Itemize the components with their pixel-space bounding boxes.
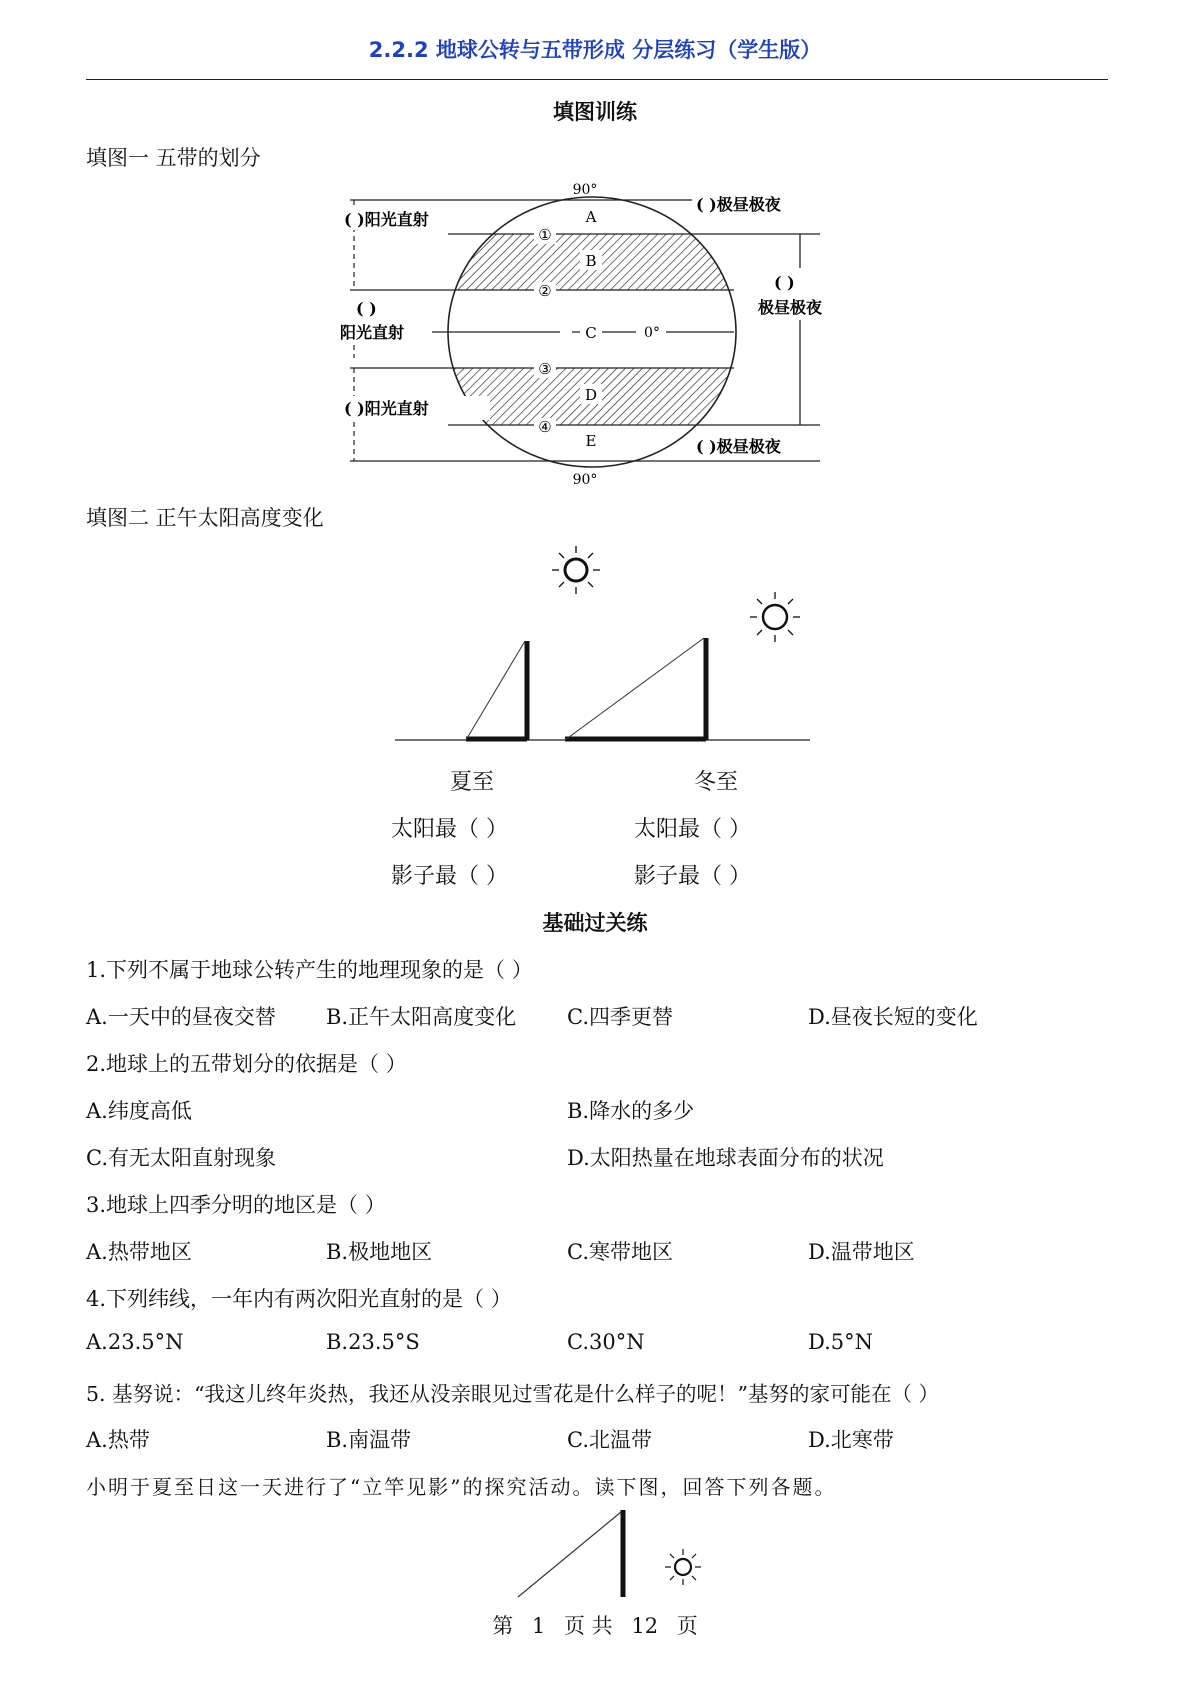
zone-b-label: B <box>585 252 597 270</box>
right-label-middle-bracket: ( ) <box>774 273 795 292</box>
question-5-option-a[interactable]: A.热带 <box>86 1428 150 1452</box>
question-1-stem: 1.下列不属于地球公转产生的地理现象的是（ ） <box>86 958 533 982</box>
question-1-option-b[interactable]: B.正午太阳高度变化 <box>326 1005 517 1029</box>
winter-solstice-label: 冬至 <box>694 770 739 795</box>
left-label-bottom: ( )阳光直射 <box>344 399 429 418</box>
five-zones-diagram <box>340 178 840 488</box>
sun-ray <box>518 1512 621 1597</box>
question-1-option-a[interactable]: A.一天中的昼夜交替 <box>86 1005 276 1029</box>
zone-d-label: D <box>584 386 598 404</box>
left-label-top: ( )阳光直射 <box>344 210 429 229</box>
summer-sun-blank: 太阳最（ ） <box>391 817 508 842</box>
pole-shadow-diagram <box>510 1505 720 1600</box>
right-label-bottom: ( )极昼极夜 <box>696 437 781 456</box>
section-title-basic: 基础过关练 <box>542 911 648 935</box>
marker-4: ④ <box>538 418 552 436</box>
question-4-option-d[interactable]: D.5°N <box>808 1330 873 1354</box>
question-5-stem: 5. 基努说：“我这儿终年炎热，我还从没亲眼见过雪花是什么样子的呢！”基努的家可能在（ ） <box>86 1382 940 1406</box>
question-2-option-d[interactable]: D.太阳热量在地球表面分布的状况 <box>567 1146 884 1170</box>
sun-icon <box>665 1549 701 1585</box>
section-title-fill-in: 填图训练 <box>553 100 637 124</box>
question-2-option-b[interactable]: B.降水的多少 <box>567 1099 695 1123</box>
question-2-option-c[interactable]: C.有无太阳直射现象 <box>86 1146 276 1170</box>
question-4-option-b[interactable]: B.23.5°S <box>326 1330 420 1354</box>
footer-mid: 页 共 <box>563 1614 613 1638</box>
question-3-stem: 3.地球上四季分明的地区是（ ） <box>86 1193 386 1217</box>
marker-2: ② <box>538 282 552 300</box>
question-4-option-a[interactable]: A.23.5°N <box>86 1330 184 1354</box>
right-label-top: ( )极昼极夜 <box>696 195 781 214</box>
question-3-option-d[interactable]: D.温带地区 <box>808 1240 915 1264</box>
winter-shadow-blank: 影子最（ ） <box>634 864 751 889</box>
zone-e-label: E <box>585 432 597 450</box>
page-footer <box>0 1610 1190 1640</box>
left-label-middle: 阳光直射 <box>340 323 405 342</box>
marker-1: ① <box>538 226 552 244</box>
header-divider <box>86 79 1108 80</box>
summer-sun-ray <box>466 641 525 740</box>
figure1-title: 填图一 五带的划分 <box>86 146 261 170</box>
winter-sun-ray <box>565 638 704 740</box>
question-3-option-c[interactable]: C.寒带地区 <box>567 1240 673 1264</box>
question-5-option-b[interactable]: B.南温带 <box>326 1428 412 1452</box>
footer-prefix: 第 <box>492 1614 514 1638</box>
right-label-middle: 极昼极夜 <box>758 298 823 317</box>
marker-3: ③ <box>538 360 552 378</box>
summer-sun-icon <box>552 546 600 594</box>
summer-shadow-blank: 影子最（ ） <box>391 864 508 889</box>
figure2-title: 填图二 正午太阳高度变化 <box>86 506 324 530</box>
question-4-stem: 4.下列纬线，一年内有两次阳光直射的是（ ） <box>86 1287 512 1311</box>
question-3-option-a[interactable]: A.热带地区 <box>86 1240 192 1264</box>
question-3-option-b[interactable]: B.极地地区 <box>326 1240 433 1264</box>
footer-page-number: 1 <box>531 1614 546 1638</box>
footer-suffix: 页 <box>676 1614 698 1638</box>
question-1-option-c[interactable]: C.四季更替 <box>567 1005 673 1029</box>
question-2-stem: 2.地球上的五带划分的依据是（ ） <box>86 1052 407 1076</box>
equator-degree-label: 0° <box>644 325 660 341</box>
noon-sun-altitude-diagram <box>390 540 820 750</box>
question-5-option-c[interactable]: C.北温带 <box>567 1428 652 1452</box>
winter-sun-icon <box>750 592 800 642</box>
zone-c-label: C <box>585 324 597 342</box>
left-label-middle-bracket: ( ) <box>356 299 377 318</box>
summer-solstice-label: 夏至 <box>450 770 495 795</box>
footer-total-pages: 12 <box>631 1614 659 1638</box>
zone-a-label: A <box>585 208 597 226</box>
question-2-option-a[interactable]: A.纬度高低 <box>86 1099 192 1123</box>
question-4-option-c[interactable]: C.30°N <box>567 1330 645 1354</box>
question-1-option-d[interactable]: D.昼夜长短的变化 <box>808 1005 978 1029</box>
bottom-degree-label: 90° <box>572 472 598 488</box>
top-degree-label: 90° <box>572 182 598 198</box>
question-5-option-d[interactable]: D.北寒带 <box>808 1428 894 1452</box>
winter-sun-blank: 太阳最（ ） <box>634 817 751 842</box>
pole-shadow-intro: 小明于夏至日这一天进行了“立竿见影”的探究活动。读下图，回答下列各题。 <box>86 1475 837 1499</box>
document-title: 2.2.2 地球公转与五带形成 分层练习（学生版） <box>368 38 822 62</box>
